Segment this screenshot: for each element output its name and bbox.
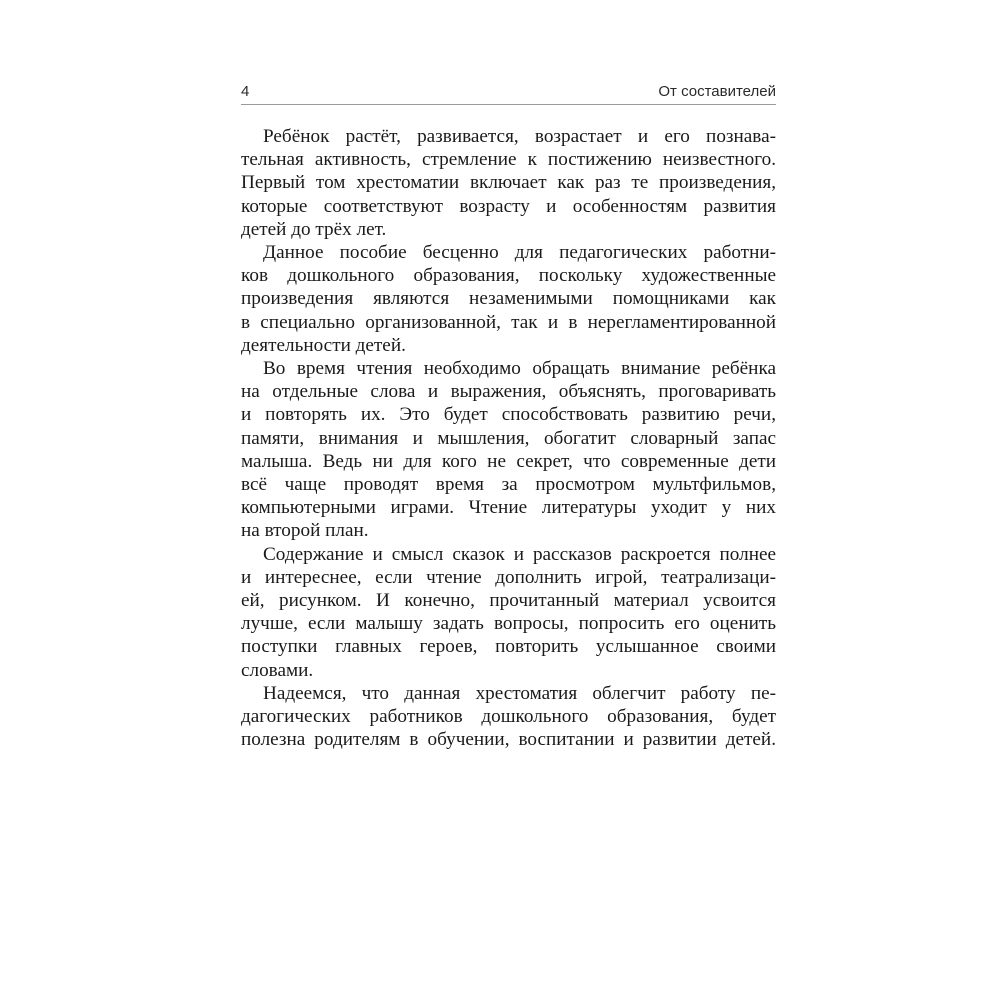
paragraph [241, 543, 776, 682]
text-line: в специально организованной, так и в нерегламентированной [241, 311, 776, 333]
page-number: 4 [241, 83, 250, 100]
text-line: словами. [241, 659, 314, 681]
text-line: детей до трёх лет. [241, 218, 387, 240]
text-line: лучше, если малышу задать вопросы, попросить его оценить [241, 613, 776, 635]
text-line: Надеемся, что данная хрестоматия облегчит работу пе- [263, 682, 776, 704]
text-line: компьютерными играми. Чтение литературы уходит у них [241, 497, 776, 519]
paragraph [241, 241, 776, 357]
text-line: поступки главных героев, повторить услышанное своими [241, 636, 776, 658]
text-line: малыша. Ведь ни для кого не секрет, что современные дети [241, 450, 776, 472]
paragraph [241, 357, 776, 543]
text-line: ков дошкольного образования, поскольку художественные [241, 265, 776, 287]
text-line: полезна родителям в обучении, воспитании и развитии детей. [241, 729, 776, 751]
paragraph [241, 682, 776, 752]
text-line: Данное пособие бесценно для педагогических работни- [263, 242, 776, 264]
text-line: Во время чтения необходимо обращать внимание ребёнка [263, 358, 776, 380]
text-line: тельная активность, стремление к постижению неизвестного. [241, 149, 776, 171]
body-text [241, 125, 776, 751]
text-line: Ребёнок растёт, развивается, возрастает и его познава- [263, 126, 776, 147]
text-line: дагогических работников дошкольного образования, будет [241, 706, 776, 728]
text-line: Первый том хрестоматии включает как раз те произведения, [241, 172, 776, 194]
text-line: ей, рисунком. И конечно, прочитанный материал усвоится [241, 590, 776, 612]
text-line: на отдельные слова и выражения, объяснять, проговаривать [241, 381, 776, 403]
text-line: и повторять их. Это будет способствовать развитию речи, [241, 404, 776, 426]
text-line: памяти, внимания и мышления, обогатит словарный запас [241, 427, 776, 449]
text-line: деятельности детей. [241, 334, 406, 356]
text-line: Содержание и смысл сказок и рассказов раскроется полнее [263, 543, 776, 565]
running-header [241, 80, 776, 105]
text-line: которые соответствуют возрасту и особенностям развития [241, 195, 776, 217]
text-line: на второй план. [241, 520, 369, 542]
text-line: произведения являются незаменимыми помощниками как [241, 288, 776, 310]
paragraph [241, 125, 776, 241]
text-line: всё чаще проводят время за просмотром мультфильмов, [241, 474, 776, 496]
text-line: и интереснее, если чтение дополнить игрой, театрализаци- [241, 566, 776, 588]
section-title: От составителей [658, 83, 776, 100]
